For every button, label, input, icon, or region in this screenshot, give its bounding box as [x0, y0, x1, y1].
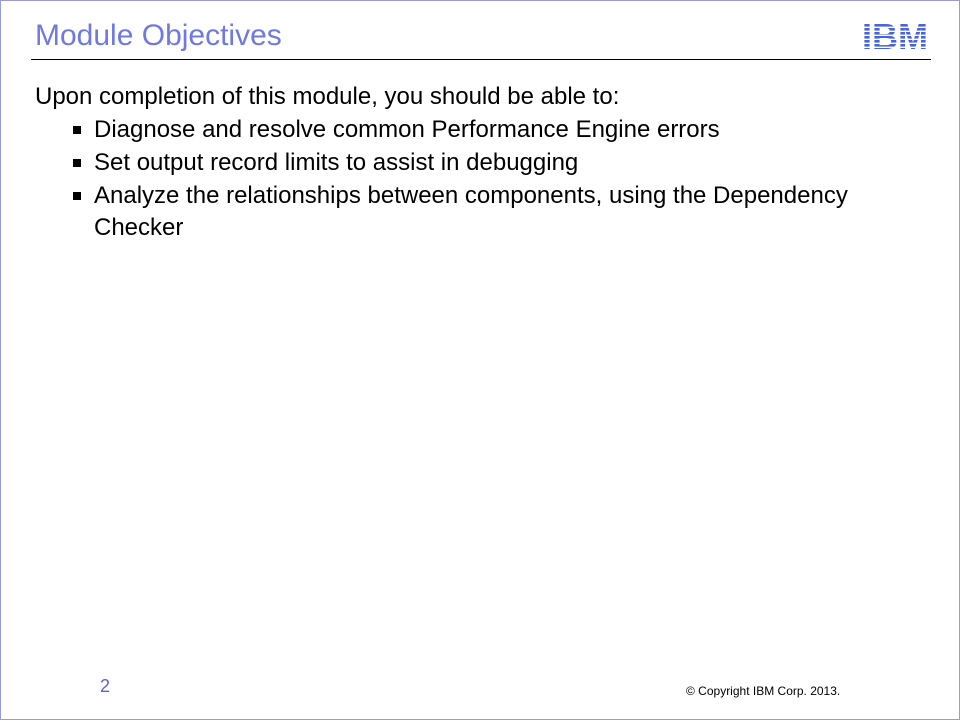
objective-item-2	[71, 147, 851, 179]
objective-text-2: Set output record limits to assist in debugging	[94, 149, 579, 176]
objective-text-1: Diagnose and resolve common Performance Engine errors	[94, 116, 720, 143]
page-number: 2	[100, 676, 111, 696]
ibm-logo-text: IBM	[862, 16, 928, 52]
square-bullet-icon	[73, 159, 81, 167]
objective-item-3	[71, 180, 851, 244]
slide-title: Module Objectives	[35, 19, 282, 52]
ibm-logo	[853, 16, 937, 52]
intro-text: Upon completion of this module, you should be able to:	[35, 83, 620, 110]
objective-item-1	[71, 114, 851, 146]
square-bullet-icon	[73, 126, 81, 134]
objective-text-3: Analyze the relationships between components, using the Dependency Checker	[94, 182, 848, 241]
square-bullet-icon	[73, 192, 81, 200]
objectives-list	[71, 114, 851, 245]
title-divider	[31, 59, 931, 60]
copyright-notice: © Copyright IBM Corp. 2013.	[686, 684, 841, 698]
